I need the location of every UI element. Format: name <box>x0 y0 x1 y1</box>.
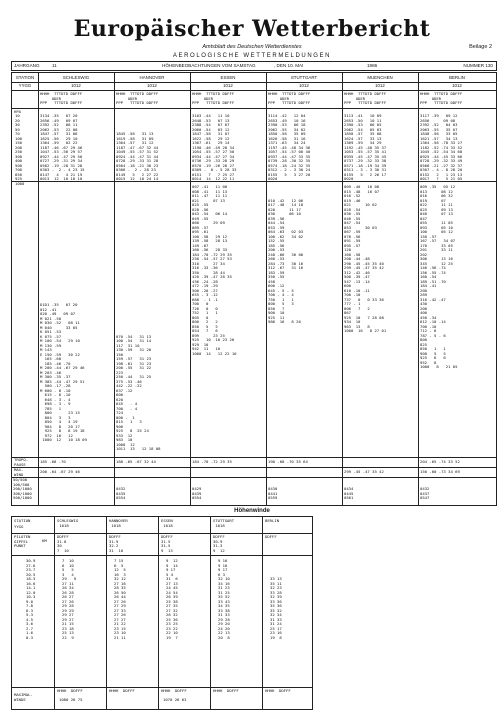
hw-station-stuttgart: STUTTGART 1018 <box>213 518 235 528</box>
page-title: Europäischer Wetterbericht <box>73 16 431 42</box>
hw-yygg-label: YYGG <box>14 524 24 529</box>
hw-winds-schleswig: 7 10 6 10 5 5 3 4 29 9 27 11 26 34 26 28 26 27 27 26 29 28 29 29 29 27 29 27 21 15 23 18 25 13 22 9 <box>62 558 77 640</box>
yygg-berlin: 1012 <box>452 83 462 88</box>
publisher-subtitle: Amtsblatt des Deutschen Wetterdienstes <box>202 44 302 50</box>
hw-gipfel-hannover: DDFFF 31.9 32.2 31 10 <box>109 534 124 553</box>
thickness-stuttgart: 0430 0441 0559 <box>268 486 278 500</box>
thickness-muenchen: 0434 0445 0561 <box>344 486 354 500</box>
aerological-table <box>11 72 497 506</box>
data-essen: 3103 -44 11 10 2648 -53 07 13 2388 -54 07 07 2060 -54 03 12 1847 -58 31 07 1622 -58 29 12 1367 -61 29 14 1190 -46 -49 28 34 1054 -55 -57 27 50 0934 -44 -47 27 34 0736 -29 -33 28 29 0570 -19 -26 28 27 0309 - 0 - 5 28 33 0151 7 7 25 27 0014 14 12 22 11 <box>192 113 237 181</box>
yygg-label: YYGG <box>18 83 32 88</box>
data-schleswig: 3134 -35 07 20 2656 -49 09 07 2392 -52 08 11 2062 -53 22 08 1847 -57 31 06 1625 -56 29 10 1364 -59 02 22 1187 -46 -67 29 46 1047 -53 -56 29 57 0927 -44 -47 29 50 0727 -29 -31 29 34 0562 -19 -28 31 28 0303 - 2 - 4 23 15 0147 4 4 21 19 0013 12 10 18 10 <box>40 113 85 181</box>
supplement-label: Beilage 2 <box>469 44 492 50</box>
hoehenwinde-title: Höhenwinde <box>234 508 270 514</box>
hw-maxwind-header-stuttgart: HHHH DDFFF <box>213 688 239 693</box>
sig-levels-schleswig: D1D1 -35 07 20 012 -41 020 -49 09 07 M 021 -50 M 030 -52 08 11 M 040 33 05 K 051 -53 K 075 -57 M 100 -54 29 10 M 130 -59 M 143 E 150 -59 30 22 165 -60 185 -46 -70 M 200 -44 -67 29 46 M 203 -46 M 300 -35 -37 M 385 -44 -47 29 51 500 -17 -28 M 600 - 8 -10 615 - 8 -10 648 - 3 - 4 698 - 3 - 9 785 1 800 23 15 804 3 3 850 4 4 19 904 8 20 17 925 8 8 19 18 972 10 12 1000 12 10 18 09 <box>40 302 87 442</box>
maxwind-schleswig: 200 -64 -67 29 46 <box>40 469 80 474</box>
thickness-labels: 50/500 100/500 200/1000 300/1000 500/1000 <box>13 477 32 500</box>
tropopause-label: TROPO- PAUSE <box>14 457 29 467</box>
station-name-hannover: HANNOVER <box>139 75 165 80</box>
station-name-muenchen: MUENCHEN <box>367 75 393 80</box>
tropo-essen: 184 -70 -72 29 35 <box>192 459 232 464</box>
hw-maxwind-header-hannover: HHHH DDFFF <box>109 688 135 693</box>
observation-day: HÖHENBEOBACHTUNGEN VOM SAMSTAG <box>162 63 256 68</box>
maxwind-muenchen: 299 -45 -47 35 42 <box>344 469 384 474</box>
hw-gipfel-schleswig: DDFFF 31.8 30 7 10 <box>57 534 69 553</box>
station-name-essen: ESSEN <box>220 75 236 80</box>
hw-gipfel-essen: DDFFF 31.5 31.5 9 13 <box>161 534 173 553</box>
jahrgang-label: JAHRGANG <box>14 63 40 68</box>
section-heading: AEROLOGISCHE WETTERMELDUNGEN <box>172 53 332 59</box>
observation-year: 1986 <box>367 63 378 68</box>
data-hannover: 1845 -56 31 13 1619 -58 31 09 1364 -57 31 12 1187 -47 -67 32 44 1049 -55 -57 31 52 0924 -44 -47 31 44 0728 -29 -33 31 28 0564 -18 -21 30 23 0306 - 2 - 28 23 0149 5 2 27 22 0015 12 10 24 14 <box>116 131 159 181</box>
issue-header-bar <box>11 61 497 71</box>
yygg-schleswig: 1012 <box>71 83 81 88</box>
subheader-schleswig: HHHH TTTDTD DDFFF ODER PPP TTTDTD DDFFF <box>40 91 83 105</box>
hw-maxwind-header-schleswig: HHHH DDFFF <box>57 688 83 693</box>
hw-gipfel-stuttgart: DDFFF 30.9 31.3 9 12 <box>213 534 225 553</box>
subheader-essen: HHHH TTTDTD DDFFF ODER PPP TTTDTD DDFFF <box>192 91 235 105</box>
hw-station-hannover: HANNOVER 1018 <box>109 518 128 528</box>
data-berlin: 3117 -39 09 12 2656 09 08 2392 -52 04 03 2063 -55 35 07 1848 -56 33 05 1621 -57 34 13 1364 -56 -78 33 27 1182 -52 -74 33 52 1045 -52 -54 34 68 0925 -44 -45 33 66 0728 -29 -32 33 49 0566 -21 -27 32 37 0307 - 4 - 8 28 20 0152 2 1 23 13 0017 7 5 21 05 <box>420 113 463 181</box>
yygg-muenchen: 1012 <box>375 83 385 88</box>
hw-station-berlin: BERLIN <box>265 518 280 523</box>
subheader-stuttgart: HHHH TTTDTD DDFFF ODER PPP TTTDTD DDFFF <box>268 91 311 105</box>
hw-station-essen: ESSEN 1018 <box>161 518 173 528</box>
observation-date: , DEN 10. MAI <box>274 63 304 68</box>
jahrgang-value: 11 <box>52 63 57 68</box>
tropo-stuttgart: 190 -68 -70 35 64 <box>268 459 308 464</box>
sig-levels-stuttgart: 010 -42 12 06 017 -48 14 18 020 11 17 030 06 10 039 -56 044 -54 053 -59 064 -63 02 03 100 -62 34 02 152 -55 185 -56 200 -53 248 -66 36 06 260 -53 284 -73 30 16 312 -67 31 16 183 -59 350 -55 458 600 -12 645 - 5 - 5 700 - 4 - 4 750 1 1 800 5 3 850 7 900 10 925 11 986 16 8 20 <box>268 197 304 324</box>
hw-km-label: KM <box>42 538 47 543</box>
hw-gipfel-berlin: DDFFF <box>265 534 277 539</box>
hw-winds-essen: 9 12 9 14 9 17 5 4 31 6 27 13 24 45 24 54 26 39 25 38 27 35 27 32 26 32 25 36 23 25 23 22 22 10 19 7 <box>166 558 178 640</box>
hw-maxwind-header-berlin: HHHH DDFFF <box>265 688 291 693</box>
sig-levels-muenchen: 009 -40 10 08 015 -48 16 07 016 -52 019 -46 021 10 02 028 -54 030 -55 046 -55 047 -54 053 30 03 067 -59 078 -56 091 -59 095 -57 120 160 -58 200 -44 -48 290 -45 -45 35 40 299 -45 -47 35 42 312 -42 -46 500 -39 -47 547 -13 -14 600 610 -10 -11 700 -10 737 0 0 33 36 777 - 1 806 7 2 867 925 10 7 28 08 934 10 963 13 8 1000 16 8 27 01 <box>344 184 387 333</box>
station-label: STATION <box>15 75 35 80</box>
yygg-hannover: 1012 <box>147 83 157 88</box>
hw-heights: 30.9 27.6 23.7 20.5 18.3 16.6 14.1 12.0 10.3 9.0 7.8 6.3 5.3 4.5 3.6 2.7 1.6 0.3 <box>26 558 36 640</box>
hw-piloten-label: PILOTEN GIPFEL PUNKT <box>14 534 31 548</box>
pressure-levels: 10 20 30 50 70 100 150 200 250 300 400 500 700 850 925 1000 <box>15 113 25 186</box>
station-name-schleswig: SCHLESWIG <box>62 75 90 80</box>
sig-levels-essen: 007 -41 11 08 008 -41 11 13 011 -47 11 11 021 07 13 025 -55 028 -56 043 -54 06 14 049 -55 060 29 09 089 -57 095 -61 100 -58 29 12 139 -58 28 13 149 -67 160 -56 28 33 184 -70 -72 29 35 250 -54 -57 27 53 310 27 34 316 -33 -36 350 28 44 420 -39 -47 28 35 436 -24 -28 472 -19 -29 500 -20 -27 655 - 3 -12 688 - 1 -1 700 0 726 0 0 752 1 1 805 0 800 2 2 850 5 5 854 7 6 899 23 25 925 10 10 23 26 929 10 942 11 10 1000 14 12 22 10 <box>192 184 237 356</box>
data-muenchen: 3113 -41 10 09 2653 -50 10 11 2390 -53 06 05 2062 -54 05 03 1850 -57 35 08 1624 -57 33 13 1369 -59 34 29 1192 -45 -48 35 37 1053 -55 -57 35 41 0935 -45 -47 35 45 0737 -29 -32 33 38 0571 -18 -19 34 39 0311 - 3 - 3 30 31 0155 5 2 26 17 0020 <box>344 113 387 181</box>
tropo-schleswig: 185 -68 -70 <box>40 459 66 464</box>
hw-station-label: STATION <box>14 518 31 523</box>
subheader-berlin: HHHH TTTDTD DDFFF ODER PPP TTTDTD DDFFF <box>420 91 463 105</box>
hw-maxwind-header-essen: HHHH DDFFF <box>161 688 187 693</box>
subheader-muenchen: HHHH TTTDTD DDFFF ODER PPP TTTDTD DDFFF <box>344 91 387 105</box>
yygg-stuttgart: 1012 <box>299 83 309 88</box>
maxwind-berlin: 150 -60 -73 34 69 <box>420 469 460 474</box>
station-name-berlin: BERLIN <box>449 75 465 80</box>
sig-levels-berlin: 009 -35 05 12 013 08 12 016 06 32 019 07 022 11 11 025 09 13 040 07 13 047 055 11 05 093 05 10 100 05 12 150 -57 167 -57 34 07 170 33 05 201 33 11 202 300 13 16 345 12 25 146 -56 -74 156 -55 -74 160 -54 189 -51 -70 184 -41 200 289 316 -42 -47 430 200 400 450 -34 612 -10 -14 700 -10 712 - 6 787 - 5 - 6 800 825 850 1 1 908 5 5 925 6 6 952 8 1000 8 21 05 <box>420 184 458 369</box>
hw-winds-stuttgart: 9 16 9 16 9 17 6 3 32 10 34 16 31 23 31 25 35 52 33 43 34 35 33 38 31 33 29 28 29 20 24 20 22 13 20 8 <box>218 558 230 640</box>
issue-number: NUMMER 130 <box>463 63 493 68</box>
subheader-hannover: HHHH TTTDTD DDFFF ODER PPP TTTDTD DDFFF <box>116 91 159 105</box>
thickness-essen: 0429 0439 0554 <box>192 486 202 500</box>
hw-station-schleswig: SCHLESWIG 1018 <box>57 518 79 528</box>
maxwind-label: MAX- WIND <box>14 467 24 477</box>
hw-maxwind-label: MAXIMAL- WINDE <box>14 692 33 702</box>
tropo-hannover: 188 -65 -67 32 44 <box>116 459 156 464</box>
data-stuttgart: 3114 -42 12 04 2653 -49 10 16 2390 -53 06 18 2062 -55 34 02 1850 -58 35 09 1626 -58 31 16 1371 -63 34 24 1197 -45 -48 34 36 1057 -54 -57 00 40 0937 -44 -47 33 35 0739 -28 -30 32 35 0574 -18 -24 32 35 0312 - 2 - 3 30 24 0155 5 3 27 20 0020 <box>268 113 311 181</box>
hw-winds-hannover: 7 15 6 5 12 5 16 3 32 12 27 16 28 35 26 50 26 44 27 26 27 29 27 33 27 26 27 27 21 22 23 15 23 10 21 11 <box>114 558 126 640</box>
station-name-stuttgart: STUTTGART <box>290 75 318 80</box>
hoehenwinde-table <box>11 516 313 710</box>
tropo-berlin: 204 -65 -74 33 52 <box>420 459 460 464</box>
hw-maxwind-essen: 1070 26 63 <box>163 697 187 702</box>
yygg-essen: 1012 <box>223 83 233 88</box>
thickness-hannover: 0432 0435 0554 <box>116 486 126 500</box>
thickness-berlin: 0432 0437 0547 <box>420 486 430 500</box>
hw-maxwind-schleswig: 1080 26 75 <box>59 697 83 702</box>
sig-levels-hannover: 070 -54 31 13 100 -54 31 14 117 31 10 130 -59 31 20 150 159 -57 31 23 198 -61 31 23 200 -55 31 22 223 250 -44 31 25 375 -53 -46 442 -22 -22 637 -12 600 620 645 - 4 700 - 4 724 800 - 1 815 1 3 906 925 8 25 24 933 12 983 10 1000 12 1011 13 12 18 08 <box>116 333 161 451</box>
hpa-label: HPA <box>14 109 22 114</box>
hw-winds-berlin: 33 13 35 11 32 23 33 28 32 39 33 36 35 36 35 32 32 34 31 33 31 24 25 17 23 16 19 8 <box>270 576 282 640</box>
